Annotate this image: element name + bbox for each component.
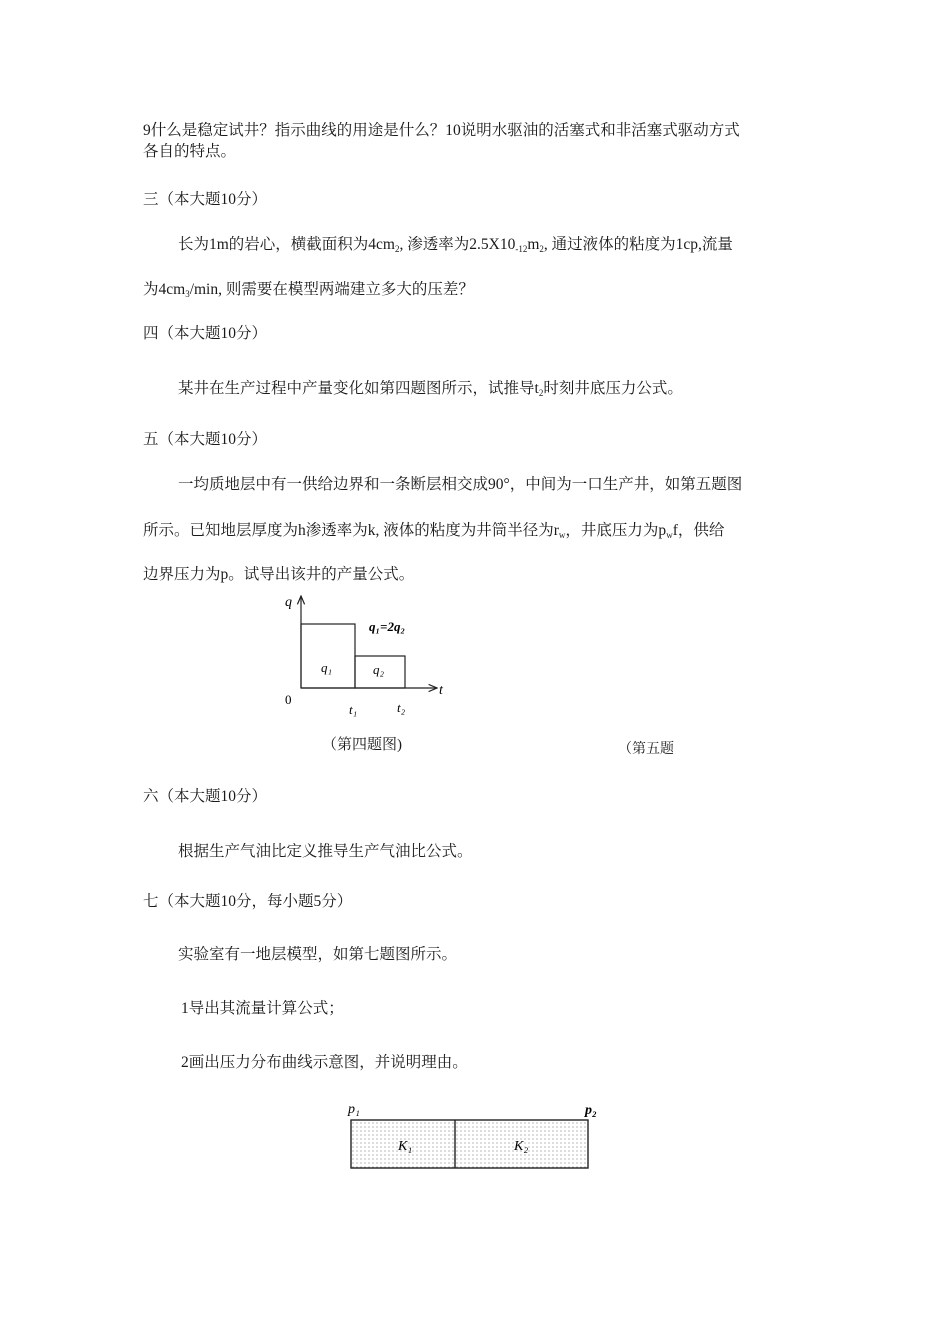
figure-4-origin: 0 — [285, 692, 292, 707]
figure-4-bar2-label: q₂ — [373, 662, 385, 677]
section-7-item2: 2画出压力分布曲线示意图，并说明理由。 — [181, 1054, 468, 1071]
figure-7-p1-label: p₁ — [348, 1102, 360, 1117]
section-3-para-line2: 为4cm3/min, 则需要在模型两端建立多大的压差？ — [143, 281, 474, 299]
figure-4-rate-history — [275, 588, 455, 723]
q9-10-line1: 9什么是稳定试井？指示曲线的用途是什么？10说明水驱油的活塞式和非活塞式驱动方式 — [143, 122, 740, 139]
q9-10-line2: 各自的特点。 — [143, 143, 237, 160]
figure-4-caption: （第四题图) — [322, 737, 402, 753]
section-4-para: 某井在生产过程中产量变化如第四题图所示，试推导t2时刻井底压力公式。 — [178, 380, 683, 398]
section-5-line1: 一均质地层中有一供给边界和一条断层相交成90°，中间为一口生产井，如第五题图 — [178, 476, 743, 493]
section-6-heading: 六（本大题10分） — [143, 788, 268, 805]
section-5-line2: 所示。已知地层厚度为h渗透率为k, 液体的粘度为井筒半径为rw，井底压力为pwf，供给 — [143, 522, 725, 540]
section-7-heading: 七（本大题10分，每小题5分） — [143, 893, 353, 910]
figure-4-equation: q₁=2q₂ — [369, 619, 405, 634]
figure-4-y-label: q — [285, 595, 292, 610]
figure-7-k2-label: K₂ — [514, 1139, 529, 1154]
figure-7-model-body — [351, 1120, 588, 1168]
figure-4-tick-t1: t₁ — [349, 702, 358, 717]
section-7-para: 实验室有一地层模型，如第七题图所示。 — [178, 946, 458, 963]
section-3-heading: 三（本大题10分） — [143, 191, 268, 208]
section-3-para-line1: 长为1m的岩心，横截面积为4cm2, 渗透率为2.5X10-12m2, 通过液体的粘度为1cp,流量 — [178, 236, 733, 254]
figure-7-layer-model — [340, 1098, 615, 1176]
figure-7-p2-label: p₂ — [585, 1103, 597, 1118]
section-5-heading: 五（本大题10分） — [143, 431, 268, 448]
figure-4-bar1-label: q₁ — [321, 660, 333, 675]
section-7-item1: 1导出其流量计算公式； — [181, 1000, 344, 1017]
figure-5-caption-clip — [618, 740, 674, 757]
section-5-line3: 边界压力为p。试导出该井的产量公式。 — [143, 566, 415, 583]
figure-7-k1-label: K₁ — [398, 1139, 413, 1154]
figure-4-bar-q1 — [301, 624, 355, 688]
figure-5-caption: （第五题 — [618, 742, 674, 757]
figure-4-x-label: t — [439, 683, 443, 698]
figure-4-tick-t2: t₂ — [397, 700, 406, 715]
section-4-heading: 四（本大题10分） — [143, 325, 268, 342]
section-6-para: 根据生产气油比定义推导生产气油比公式。 — [178, 843, 473, 860]
